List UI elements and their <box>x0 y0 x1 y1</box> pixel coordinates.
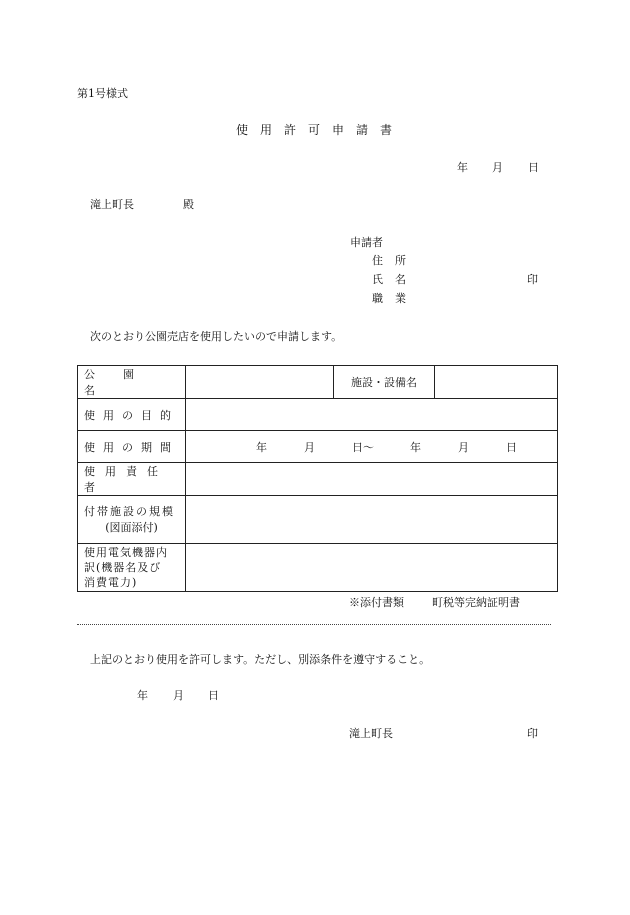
manager-label-text: 使用責任者 <box>84 465 168 494</box>
permit-date-year: 年 <box>137 689 148 702</box>
period-month-end: 月 <box>458 441 469 454</box>
permit-text: 上記のとおり使用を許可します。ただし、別添条件を遵守すること。 <box>90 653 431 666</box>
electric-field[interactable] <box>186 544 558 592</box>
row-purpose <box>78 399 558 431</box>
row-facility-scale <box>78 496 558 544</box>
permit-date-month: 月 <box>173 689 184 702</box>
permit-signer-name: 滝上町長 <box>349 727 393 740</box>
electric-label-line3: 消費電力) <box>84 576 138 589</box>
period-label-text: 使用の期間 <box>84 440 179 454</box>
manager-field[interactable] <box>186 463 558 496</box>
attachment-value: 町税等完納証明書 <box>432 596 520 609</box>
purpose-label-text: 使用の目的 <box>84 408 179 422</box>
period-day-start: 日～ <box>352 441 374 454</box>
park-name-label <box>84 366 179 398</box>
applicant-heading-text: 申請者 <box>350 236 383 249</box>
name-label: 氏名 <box>372 273 418 286</box>
addressee-name: 滝上町長 <box>90 198 134 211</box>
row-period <box>78 431 558 463</box>
address-label: 住所 <box>372 254 418 267</box>
period-month-start: 月 <box>304 441 315 454</box>
period-year-end: 年 <box>410 441 421 454</box>
purpose-field[interactable] <box>186 399 558 431</box>
period-day-end: 日 <box>506 441 517 454</box>
scale-label-line1: 付帯施設の規模 <box>84 504 175 518</box>
date-year: 年 <box>457 161 468 174</box>
facility-label: 施設・設備名 <box>334 366 435 399</box>
occupation-label: 職業 <box>372 292 418 305</box>
permit-date-day: 日 <box>208 689 219 702</box>
row-electric-equipment <box>78 544 558 592</box>
attachment-label: ※添付書類 <box>349 596 404 609</box>
form-number: 第1号様式 <box>77 87 128 100</box>
electric-label-line1: 使用電気機器内 <box>84 546 168 559</box>
seal-mark: 印 <box>527 273 538 286</box>
park-name-label-cell <box>78 366 186 399</box>
manager-label <box>78 463 186 496</box>
scale-label <box>78 496 186 544</box>
scale-label-line2: (図面添付) <box>105 520 158 534</box>
addressee-honorific: 殿 <box>183 198 194 211</box>
facility-field[interactable] <box>435 366 558 399</box>
park-name-label-text: 公園名 <box>84 368 162 397</box>
period-field[interactable] <box>186 431 558 463</box>
period-year-start: 年 <box>256 441 267 454</box>
date-day: 日 <box>528 161 539 174</box>
period-label <box>78 431 186 463</box>
applicant-heading <box>350 237 407 248</box>
purpose-label <box>78 399 186 431</box>
cut-line-divider <box>77 624 551 625</box>
scale-field[interactable] <box>186 496 558 544</box>
intro-text: 次のとおり公園売店を使用したいので申請します。 <box>90 330 343 343</box>
page-title: 使 用 許 可 申 請 書 <box>236 123 393 137</box>
electric-label-line2: 訳(機器名及び <box>84 561 162 574</box>
date-month: 月 <box>492 161 503 174</box>
row-manager <box>78 463 558 496</box>
application-table <box>77 365 558 592</box>
row-park-name <box>78 366 558 399</box>
electric-label <box>78 544 186 592</box>
permit-seal-mark: 印 <box>527 727 538 740</box>
park-name-field[interactable] <box>186 366 334 399</box>
